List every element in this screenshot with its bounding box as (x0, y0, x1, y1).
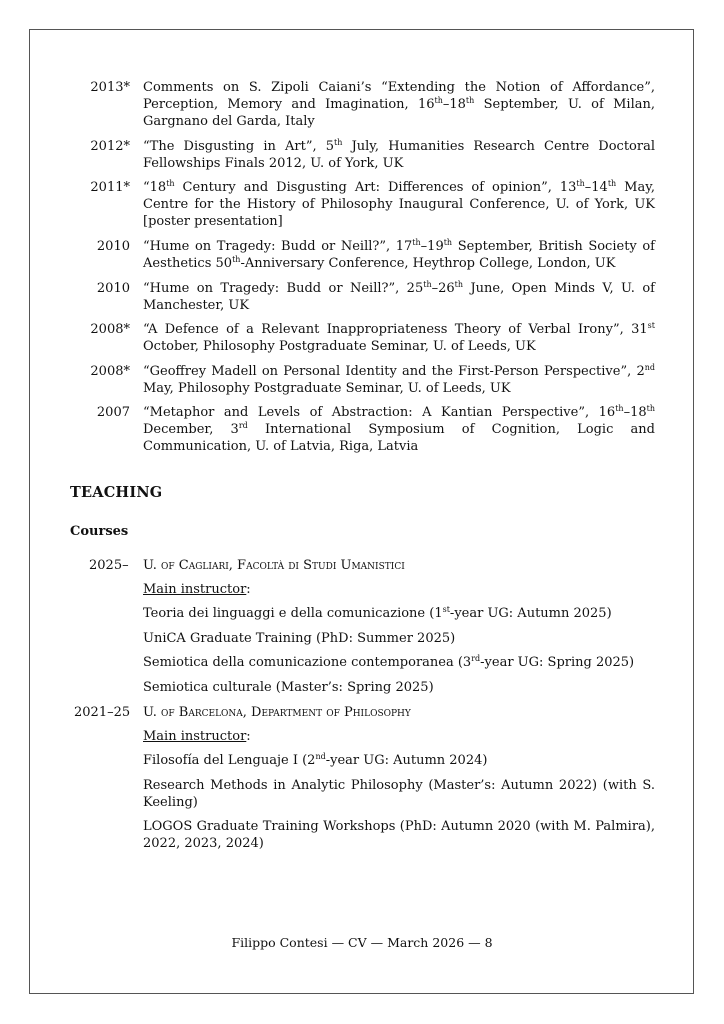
talk-year: 2013* (90, 80, 130, 95)
talk-text: “The Disgusting in Art”, 5th July, Humanities Research Centre Doctoral Fellowships Finals 2012, U. of York, UK (143, 138, 655, 171)
talk-text: “18th Century and Disgusting Art: Differences of opinion”, 13th–14th May, Centre for the History of Philosophy Inaugural Conference, U. of York, UK [poster presentation] (143, 179, 655, 229)
course-role: Main instructor: (143, 729, 251, 744)
course-item: Research Methods in Analytic Philosophy (Master’s: Autumn 2022) (with S. Keeling) (143, 778, 655, 810)
course-institution: U. of Cagliari, Facoltà di Studi Umanistici (143, 558, 405, 573)
course-item: UniCA Graduate Training (PhD: Summer 2025) (143, 631, 456, 646)
course-item: Filosofía del Lenguaje I (2nd-year UG: Autumn 2024) (143, 752, 488, 768)
course-role-label: Main instructor (143, 582, 247, 597)
course-role-label: Main instructor (143, 729, 247, 744)
talk-text: “Metaphor and Levels of Abstraction: A Kantian Perspective”, 16th–18th December, 3rd International Symposium of Cognition, Logic and Communication, U. of Latvia, Riga, Latvia (143, 404, 655, 454)
talk-text: Comments on S. Zipoli Caiani’s “Extending the Notion of Affordance”, Perception, Memory and Imagination, 16th–18th September, U. of Milan, Gargnano del Garda, Italy (143, 80, 655, 129)
talk-text: “Hume on Tragedy: Budd or Neill?”, 17th–19th September, British Society of Aesthetics 50th-Anniversary Conference, Heythrop College, London, UK (143, 238, 655, 271)
talk-text: “Geoffrey Madell on Personal Identity and the First-Person Perspective”, 2nd May, Philosophy Postgraduate Seminar, U. of Leeds, UK (143, 363, 655, 396)
course-item: Teoria dei linguaggi e della comunicazione (1st-year UG: Autumn 2025) (143, 605, 612, 621)
course-institution: U. of Barcelona, Department of Philosophy (143, 705, 411, 720)
talk-year: 2012* (90, 139, 130, 154)
subsection-courses: Courses (70, 524, 129, 539)
talk-year: 2008* (90, 364, 130, 379)
talk-year: 2007 (96, 405, 130, 420)
course-years: 2025– (89, 558, 129, 573)
course-role: Main instructor: (143, 582, 251, 597)
page-footer: Filippo Contesi — CV — March 2026 — 8 (231, 935, 493, 950)
talk-year: 2011* (90, 180, 130, 195)
course-item: Semiotica culturale (Master’s: Spring 2025) (143, 680, 434, 695)
talk-text: “Hume on Tragedy: Budd or Neill?”, 25th–26th June, Open Minds V, U. of Manchester, UK (143, 280, 655, 313)
section-title-teaching: TEACHING (70, 484, 163, 501)
talk-year: 2010 (96, 281, 130, 296)
talk-year: 2008* (90, 322, 130, 337)
course-item: Semiotica della comunicazione contemporanea (3rd-year UG: Spring 2025) (143, 654, 635, 670)
talk-text: “A Defence of a Relevant Inappropriateness Theory of Verbal Irony”, 31st October, Philosophy Postgraduate Seminar, U. of Leeds, UK (143, 321, 655, 354)
course-years: 2021–25 (74, 705, 131, 720)
course-item: LOGOS Graduate Training Workshops (PhD: Autumn 2020 (with M. Palmira), 2022, 2023, 2024) (143, 819, 655, 851)
talk-year: 2010 (96, 239, 130, 254)
